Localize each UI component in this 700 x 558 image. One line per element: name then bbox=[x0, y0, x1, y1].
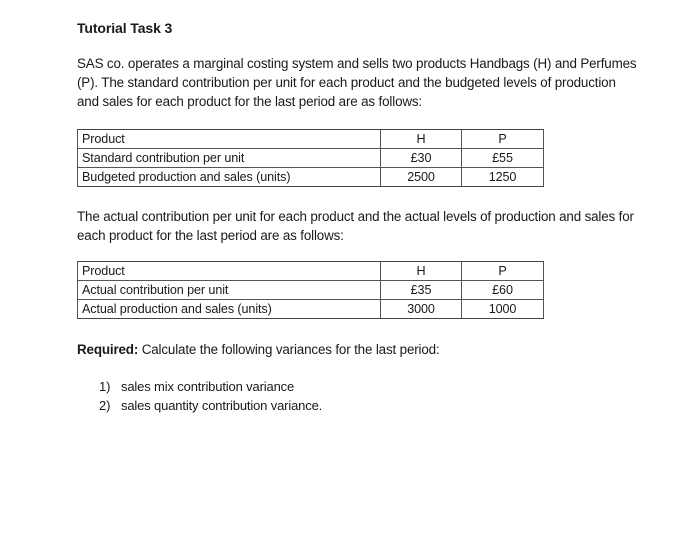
actual-intro-paragraph: The actual contribution per unit for each product and the actual levels of production and sales for each product for the last period are as follows: bbox=[77, 209, 634, 243]
table-cell: 2500 bbox=[381, 168, 462, 187]
table-row bbox=[78, 130, 544, 149]
table-cell: Product bbox=[78, 262, 381, 281]
task-title: Tutorial Task 3 bbox=[77, 20, 173, 36]
table-cell: £35 bbox=[381, 281, 462, 300]
list-text: sales mix contribution variance bbox=[121, 379, 295, 394]
table-cell: P bbox=[462, 130, 544, 149]
table-cell: £30 bbox=[381, 149, 462, 168]
table-cell: Actual production and sales (units) bbox=[78, 300, 381, 319]
list-text: sales quantity contribution variance. bbox=[121, 398, 323, 413]
intro-paragraph: SAS co. operates a marginal costing system and sells two products Handbags (H) and Perfumes (P). The standard contribution per unit for each product and the budgeted levels of production and sales for each product for the last period are as follows: bbox=[77, 56, 637, 109]
table-cell: 1000 bbox=[462, 300, 544, 319]
standard-table bbox=[77, 129, 544, 187]
list-number: 2) bbox=[99, 398, 111, 413]
task-list bbox=[99, 377, 322, 415]
table-cell: £60 bbox=[462, 281, 544, 300]
table-cell: Budgeted production and sales (units) bbox=[78, 168, 381, 187]
table-cell: 3000 bbox=[381, 300, 462, 319]
table-row bbox=[78, 149, 544, 168]
list-number: 1) bbox=[99, 379, 111, 394]
table-cell: £55 bbox=[462, 149, 544, 168]
table-row bbox=[78, 262, 544, 281]
table-cell: 1250 bbox=[462, 168, 544, 187]
actual-table bbox=[77, 261, 544, 319]
required-text: Calculate the following variances for the last period: bbox=[138, 342, 440, 357]
table-row bbox=[78, 281, 544, 300]
table-cell: H bbox=[381, 262, 462, 281]
table-cell: H bbox=[381, 130, 462, 149]
required-label: Required: bbox=[77, 342, 139, 357]
list-item bbox=[99, 396, 322, 415]
list-item bbox=[99, 377, 322, 396]
table-row bbox=[78, 168, 544, 187]
table-cell: Actual contribution per unit bbox=[78, 281, 381, 300]
table-cell: Product bbox=[78, 130, 381, 149]
required-statement bbox=[77, 342, 440, 357]
table-cell: P bbox=[462, 262, 544, 281]
table-row bbox=[78, 300, 544, 319]
table-cell: Standard contribution per unit bbox=[78, 149, 381, 168]
